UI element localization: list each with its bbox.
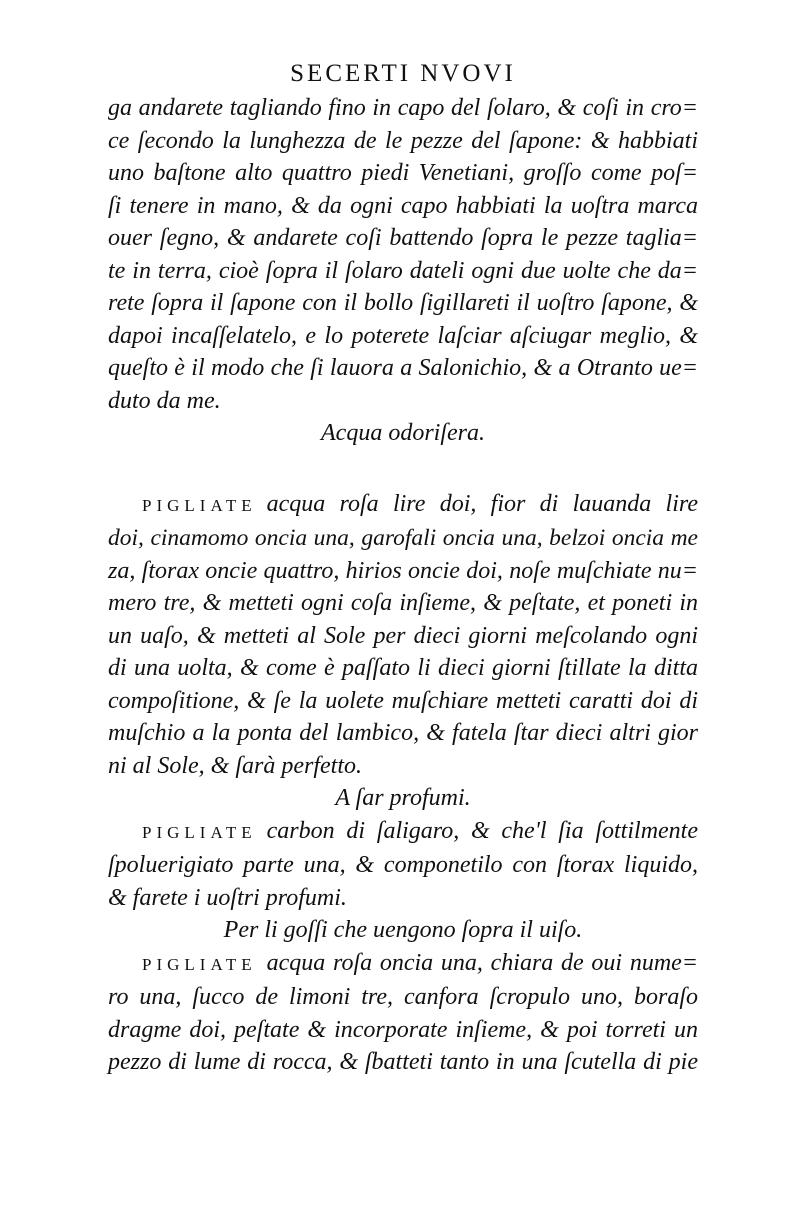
- lead-word: PIGLIATE: [142, 954, 257, 974]
- running-head: SECERTI NVOVI: [290, 60, 516, 87]
- section-heading: Acqua odoriſera.: [321, 420, 485, 446]
- text-line: za, ſtorax oncie quattro, hirios oncie doi, noſe muſchiate nu=: [108, 557, 698, 584]
- text-line: ce ſecondo la lunghezza de le pezze del ſapone: & habbiati: [108, 127, 698, 154]
- text-line: [108, 815, 698, 850]
- lead-word: PIGLIATE: [142, 822, 257, 842]
- section-heading: A ſar profumi.: [335, 785, 471, 811]
- text-line: dapoi incaſſelatelo, e lo poterete laſciar aſciugar meglio, &: [108, 322, 698, 349]
- text-line: [108, 488, 698, 523]
- text-line: mero tre, & metteti ogni coſa inſieme, & peſtate, et poneti in: [108, 590, 698, 616]
- text-block-gossi: [108, 947, 698, 1079]
- text-line: dragme doi, peſtate & incorporate inſieme, & poi torreti un: [108, 1016, 698, 1043]
- text-line-content: acqua roſa oncia una, chiara de oui nume=: [266, 949, 698, 976]
- text-line: di una uolta, & come è paſſato li dieci giorni ſtillate la ditta: [108, 655, 698, 681]
- text-line: & farete i uoſtri profumi.: [108, 884, 347, 911]
- text-block-acqua: [108, 488, 698, 783]
- lead-word: PIGLIATE: [142, 495, 257, 515]
- text-line: rete ſopra il ſapone con il bollo ſigillareti il uoſtro ſapone, &: [108, 290, 698, 316]
- text-line: te in terra, cioè ſopra il ſolaro dateli ogni due uolte che da=: [108, 257, 698, 284]
- text-line: ro una, ſucco de limoni tre, canfora ſcropulo uno, boraſo: [108, 984, 698, 1010]
- text-line: ouer ſegno, & andarete coſi battendo ſopra le pezze taglia=: [108, 225, 698, 251]
- text-line: uno baſtone alto quattro piedi Venetiani, groſſo come poſ=: [108, 160, 698, 186]
- text-line: doi, cinamomo oncia una, garofali oncia una, belzoi oncia me: [108, 525, 698, 551]
- text-line: ni al Sole, & ſarà perfetto.: [108, 752, 362, 779]
- text-line: ſpoluerigiato parte una, & componetilo con ſtorax liquido,: [108, 852, 698, 878]
- text-line: [108, 947, 698, 982]
- text-line: un uaſo, & metteti al Sole per dieci giorni meſcolando ogni: [108, 622, 698, 649]
- text-line-content: acqua roſa lire doi, fior di lauanda lire: [266, 490, 698, 517]
- text-line: muſchio a la ponta del lambico, & fatela ſtar dieci altri gior: [108, 720, 698, 746]
- text-line-content: carbon di ſaligaro, & che'l ſia ſottilmente: [266, 817, 698, 844]
- blank-space: [108, 450, 698, 488]
- text-line: ga andarete tagliando fino in capo del ſolaro, & coſi in cro=: [108, 95, 698, 121]
- text-block-soap: [108, 92, 698, 417]
- section-heading: Per li goſſi che uengono ſopra il uiſo.: [223, 917, 583, 943]
- book-page: [108, 60, 698, 1079]
- text-line: pezzo di lume di rocca, & ſbatteti tanto in una ſcutella di pie: [108, 1049, 698, 1075]
- text-block-profumi: [108, 815, 698, 915]
- text-line: compoſitione, & ſe la uolete muſchiare metteti caratti doi di: [108, 687, 698, 714]
- text-line: ſi tenere in mano, & da ogni capo habbiati la uoſtra marca: [108, 192, 698, 219]
- text-line: queſto è il modo che ſi lauora a Salonichio, & a Otranto ue=: [108, 355, 698, 381]
- text-line: duto da me.: [108, 387, 221, 414]
